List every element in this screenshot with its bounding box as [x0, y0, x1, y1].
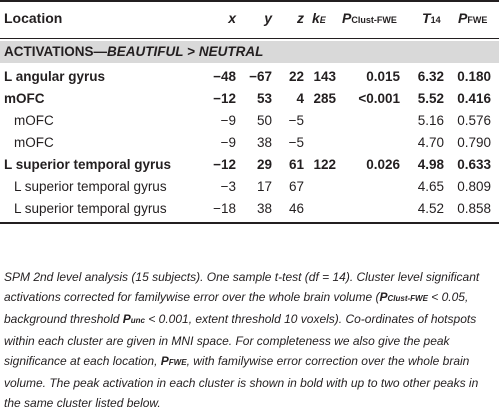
cell-y: 50	[256, 113, 272, 128]
table-header-row	[0, 0, 499, 37]
notes-pclust-sub: Clust-FWE	[387, 294, 428, 303]
cell-x: −3	[220, 179, 236, 194]
notes-punc-main: P	[122, 312, 131, 326]
cell-t14: 5.52	[417, 91, 444, 106]
cell-y: 38	[256, 201, 272, 216]
header-y: y	[264, 10, 272, 26]
table-notes	[4, 267, 496, 413]
header-pfwe-main: P	[458, 10, 468, 26]
header-location: Location	[4, 10, 63, 26]
table-row	[0, 198, 499, 220]
cell-location: L superior temporal gyrus	[4, 157, 172, 172]
header-t14	[422, 0, 441, 39]
cell-z: 4	[296, 91, 304, 106]
table-body	[0, 66, 499, 220]
cell-y: 29	[256, 157, 272, 172]
cell-pclust: 0.015	[366, 69, 400, 84]
header-ke-main: k	[312, 10, 320, 26]
header-ke-sub: E	[319, 15, 326, 25]
cell-x: −12	[213, 157, 236, 172]
notes-pfwe-main: P	[160, 354, 169, 368]
cell-pfwe: 0.809	[457, 179, 491, 194]
cell-location: mOFC	[14, 113, 54, 128]
header-pfwe-sub: FWE	[467, 15, 488, 25]
cell-z: 46	[288, 201, 304, 216]
cell-ke: 122	[313, 157, 336, 172]
notes-part-4: , with familywise error correction over the whole brain volume. The peak activation in each cluster is shown in bold with up to two other peaks in the same cluster listed below.	[4, 354, 479, 410]
header-x: x	[228, 10, 236, 26]
header-t14-sub: 14	[430, 15, 441, 25]
cell-y: 17	[256, 179, 272, 194]
header-z: z	[297, 10, 304, 26]
table-row	[0, 154, 499, 176]
section-condition-b: NEUTRAL	[198, 44, 264, 59]
header-pclust-sub: Clust-FWE	[351, 15, 397, 25]
table-row	[0, 88, 499, 110]
cell-pfwe: 0.633	[457, 157, 491, 172]
section-label	[4, 41, 263, 63]
section-condition-a: BEAUTIFUL	[107, 44, 184, 59]
cell-location: mOFC	[4, 91, 45, 106]
cell-ke: 285	[313, 91, 336, 106]
cell-pfwe: 0.858	[457, 201, 491, 216]
cell-location: L angular gyrus	[4, 69, 106, 84]
cell-x: −48	[213, 69, 236, 84]
cell-z: −5	[288, 113, 304, 128]
cell-t14: 6.32	[417, 69, 444, 84]
table-row	[0, 110, 499, 132]
cell-pfwe: 0.576	[457, 113, 491, 128]
cell-t14: 5.16	[417, 113, 444, 128]
cell-y: 53	[256, 91, 272, 106]
notes-part-1: SPM 2nd level analysis (15 subjects). One sample t-test (df = 14). Cluster level significant activations corrected for familywise error over the whole brain volume (	[4, 270, 480, 304]
table-row	[0, 66, 499, 88]
table-row	[0, 132, 499, 154]
cell-location: mOFC	[14, 135, 54, 150]
cell-z: −5	[288, 135, 304, 150]
cell-z: 22	[288, 69, 304, 84]
cell-x: −18	[213, 201, 236, 216]
header-pfwe	[458, 0, 487, 39]
cell-pfwe: 0.790	[457, 135, 491, 150]
notes-punc-sub: unc	[130, 316, 145, 325]
table-row	[0, 176, 499, 198]
header-ke	[312, 0, 326, 39]
cell-pfwe: 0.416	[457, 91, 491, 106]
cell-pclust: <0.001	[358, 91, 400, 106]
notes-part-2: < 0.05, background threshold	[4, 290, 469, 326]
cell-pclust: 0.026	[366, 157, 400, 172]
header-t14-main: T	[422, 10, 431, 26]
cell-x: −12	[213, 91, 236, 106]
header-rule	[0, 38, 499, 39]
section-band	[0, 41, 499, 63]
cell-x: −9	[220, 113, 236, 128]
table-bottom-rule	[0, 222, 499, 224]
cell-t14: 4.98	[417, 157, 444, 172]
cell-t14: 4.70	[417, 135, 444, 150]
header-pclust-main: P	[342, 10, 352, 26]
cell-t14: 4.65	[417, 179, 444, 194]
cell-y: 38	[256, 135, 272, 150]
cell-location: L superior temporal gyrus	[14, 179, 167, 194]
cell-ke: 143	[313, 69, 336, 84]
cell-pfwe: 0.180	[457, 69, 491, 84]
cell-t14: 4.52	[417, 201, 444, 216]
notes-pfwe-sub: FWE	[168, 358, 187, 367]
cell-location: L superior temporal gyrus	[14, 201, 167, 216]
notes-part-3: < 0.001, extent threshold 10 voxels). Co-ordinates of hotspots within each cluster are given in MNI space. For completeness we also give the peak significance at each location,	[4, 312, 477, 368]
section-gt: >	[183, 44, 199, 59]
cell-y: −67	[249, 69, 272, 84]
header-pclust	[342, 0, 397, 39]
section-prefix: ACTIVATIONS—	[4, 44, 107, 59]
cell-x: −9	[220, 135, 236, 150]
cell-z: 61	[288, 157, 304, 172]
notes-pclust-main: P	[379, 290, 388, 304]
cell-z: 67	[288, 179, 304, 194]
